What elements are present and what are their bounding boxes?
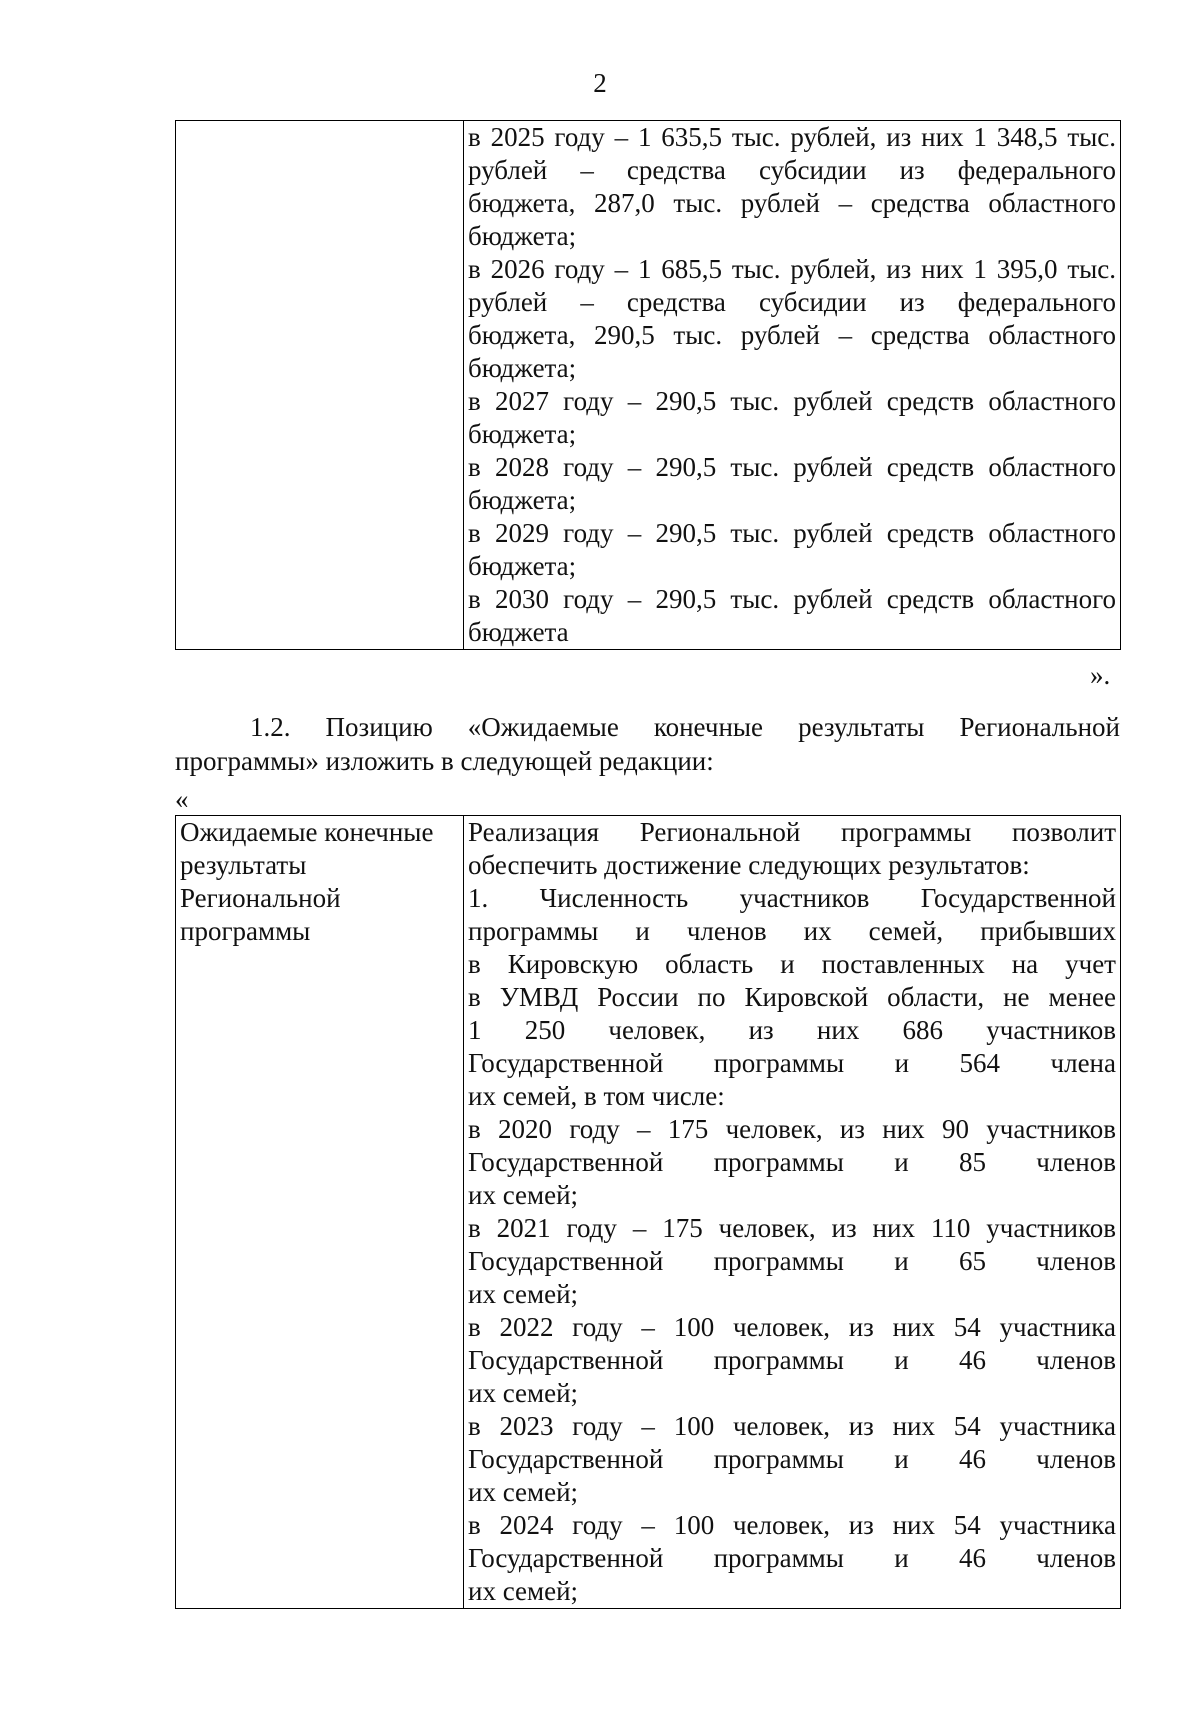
table-row	[176, 121, 1121, 650]
table2-right-cell	[464, 816, 1121, 1609]
text-line: в 2030 году – 290,5 тыс. рублей средств областного	[468, 584, 1116, 614]
paragraph-line: 1.2. Позицию «Ожидаемые конечные результаты Региональной	[250, 712, 1120, 742]
text-line: в 2027 году – 290,5 тыс. рублей средств областного	[468, 386, 1116, 416]
text-line: в 2020 году – 175 человек, из них 90 участников	[468, 1114, 1116, 1144]
text-line: в 2025 году – 1 635,5 тыс. рублей, из них 1 348,5 тыс.	[468, 122, 1116, 152]
text-line: бюджета;	[468, 353, 577, 383]
text-line: бюджета, 287,0 тыс. рублей – средства областного	[468, 188, 1116, 218]
table1-left-cell	[176, 121, 464, 650]
text-line: в 2022 году – 100 человек, из них 54 участника	[468, 1312, 1116, 1342]
text-line: их семей;	[468, 1477, 579, 1507]
text-line: результаты	[180, 850, 307, 880]
text-line: в 2023 году – 100 человек, из них 54 участника	[468, 1411, 1116, 1441]
table1-right-cell	[464, 121, 1121, 650]
text-line: Государственной программы и 65 членов	[468, 1246, 1116, 1276]
text-line: в 2026 году – 1 685,5 тыс. рублей, из них 1 395,0 тыс.	[468, 254, 1116, 284]
text-line: бюджета;	[468, 551, 577, 581]
text-line: бюджета, 290,5 тыс. рублей – средства областного	[468, 320, 1116, 350]
text-line: в УМВД России по Кировской области, не менее	[468, 982, 1116, 1012]
text-line: рублей – средства субсидии из федерального	[468, 155, 1116, 185]
text-line: в 2028 году – 290,5 тыс. рублей средств областного	[468, 452, 1116, 482]
page-number: 2	[593, 68, 607, 98]
table2-left-cell	[176, 816, 464, 1609]
text-line: в 2024 году – 100 человек, из них 54 участника	[468, 1510, 1116, 1540]
text-line: Государственной программы и 564 члена	[468, 1048, 1116, 1078]
text-line: в Кировскую область и поставленных на учет	[468, 949, 1116, 979]
text-line: Государственной программы и 46 членов	[468, 1543, 1116, 1573]
text-line: бюджета;	[468, 221, 577, 251]
text-line: в 2021 году – 175 человек, из них 110 участников	[468, 1213, 1116, 1243]
text-line: их семей;	[468, 1576, 579, 1606]
text-line: программы и членов их семей, прибывших	[468, 916, 1116, 946]
table-row	[176, 816, 1121, 1609]
text-line: Государственной программы и 85 членов	[468, 1147, 1116, 1177]
text-line: программы	[180, 916, 311, 946]
text-line: бюджета;	[468, 485, 577, 515]
text-line: Государственной программы и 46 членов	[468, 1444, 1116, 1474]
funding-table	[175, 120, 1121, 650]
text-line: бюджета;	[468, 419, 577, 449]
text-line: 1. Численность участников Государственной	[468, 883, 1116, 913]
text-line: их семей;	[468, 1378, 579, 1408]
text-line: 1 250 человек, из них 686 участников	[468, 1015, 1116, 1045]
text-line: рублей – средства субсидии из федерального	[468, 287, 1116, 317]
text-line: обеспечить достижение следующих результатов:	[468, 850, 1030, 880]
text-line: их семей, в том числе:	[468, 1081, 725, 1111]
closing-quote: ».	[1090, 660, 1111, 690]
opening-quote: «	[175, 784, 189, 814]
text-line: Реализация Региональной программы позволит	[468, 817, 1116, 847]
text-line: бюджета	[468, 617, 569, 647]
results-table	[175, 815, 1121, 1609]
paragraph-line: программы» изложить в следующей редакции:	[175, 746, 714, 776]
text-line: Региональной	[180, 883, 341, 913]
text-line: Государственной программы и 46 членов	[468, 1345, 1116, 1375]
text-line: их семей;	[468, 1279, 579, 1309]
text-line: Ожидаемые конечные	[180, 817, 434, 847]
text-line: их семей;	[468, 1180, 579, 1210]
text-line: в 2029 году – 290,5 тыс. рублей средств областного	[468, 518, 1116, 548]
amendment-paragraph	[175, 710, 1120, 778]
